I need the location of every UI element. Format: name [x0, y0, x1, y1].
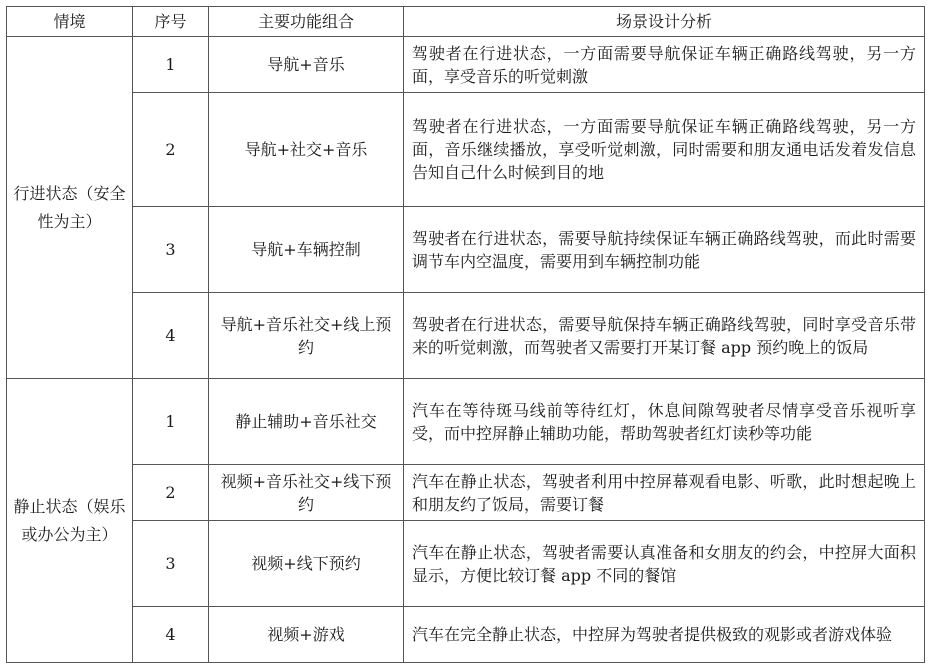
scenario-table — [6, 6, 925, 663]
row-combo: 导航+音乐 — [209, 37, 404, 93]
row-analysis: 汽车在静止状态，驾驶者利用中控屏幕观看电影、听歌，此时想起晚上和朋友约了饭局，需要订餐 — [404, 465, 925, 521]
header-index: 序号 — [133, 7, 209, 37]
row-combo: 静止辅助+音乐社交 — [209, 379, 404, 465]
row-analysis: 驾驶者在行进状态，一方面需要导航保证车辆正确路线驾驶，另一方面，享受音乐的听觉刺激 — [404, 37, 925, 93]
table-row — [7, 293, 925, 379]
row-analysis: 汽车在等待斑马线前等待红灯，休息间隙驾驶者尽情享受音乐视听享受，而中控屏静止辅助功能，帮助驾驶者红灯读秒等功能 — [404, 379, 925, 465]
situation-stationary: 静止状态（娱乐或办公为主） — [7, 379, 133, 663]
row-combo: 视频+音乐社交+线下预约 — [209, 465, 404, 521]
table-row — [7, 465, 925, 521]
row-combo: 导航+社交+音乐 — [209, 93, 404, 207]
row-index: 3 — [133, 207, 209, 293]
row-index: 1 — [133, 37, 209, 93]
table-row — [7, 379, 925, 465]
row-index: 4 — [133, 293, 209, 379]
table-row — [7, 521, 925, 607]
row-analysis: 驾驶者在行进状态，一方面需要导航保证车辆正确路线驾驶，另一方面，音乐继续播放，享受听觉刺激，同时需要和朋友通电话发着发信息告知自己什么时候到目的地 — [404, 93, 925, 207]
table-row — [7, 93, 925, 207]
row-combo: 视频+游戏 — [209, 607, 404, 663]
row-index: 4 — [133, 607, 209, 663]
row-analysis: 驾驶者在行进状态，需要导航持续保证车辆正确路线驾驶，而此时需要调节车内空温度，需要用到车辆控制功能 — [404, 207, 925, 293]
situation-moving: 行进状态（安全性为主） — [7, 37, 133, 379]
header-analysis: 场景设计分析 — [404, 7, 925, 37]
row-analysis: 汽车在完全静止状态，中控屏为驾驶者提供极致的观影或者游戏体验 — [404, 607, 925, 663]
row-combo: 导航+车辆控制 — [209, 207, 404, 293]
row-analysis: 汽车在静止状态，驾驶者需要认真准备和女朋友的约会，中控屏大面积显示，方便比较订餐 app 不同的餐馆 — [404, 521, 925, 607]
header-combo: 主要功能组合 — [209, 7, 404, 37]
row-combo: 视频+线下预约 — [209, 521, 404, 607]
row-analysis: 驾驶者在行进状态，需要导航保持车辆正确路线驾驶，同时享受音乐带来的听觉刺激，而驾驶者又需要打开某订餐 app 预约晚上的饭局 — [404, 293, 925, 379]
row-index: 2 — [133, 465, 209, 521]
table-row — [7, 37, 925, 93]
table-row — [7, 207, 925, 293]
header-situation: 情境 — [7, 7, 133, 37]
row-index: 1 — [133, 379, 209, 465]
table-row — [7, 607, 925, 663]
row-index: 2 — [133, 93, 209, 207]
row-combo: 导航+音乐社交+线上预约 — [209, 293, 404, 379]
header-row — [7, 7, 925, 37]
row-index: 3 — [133, 521, 209, 607]
